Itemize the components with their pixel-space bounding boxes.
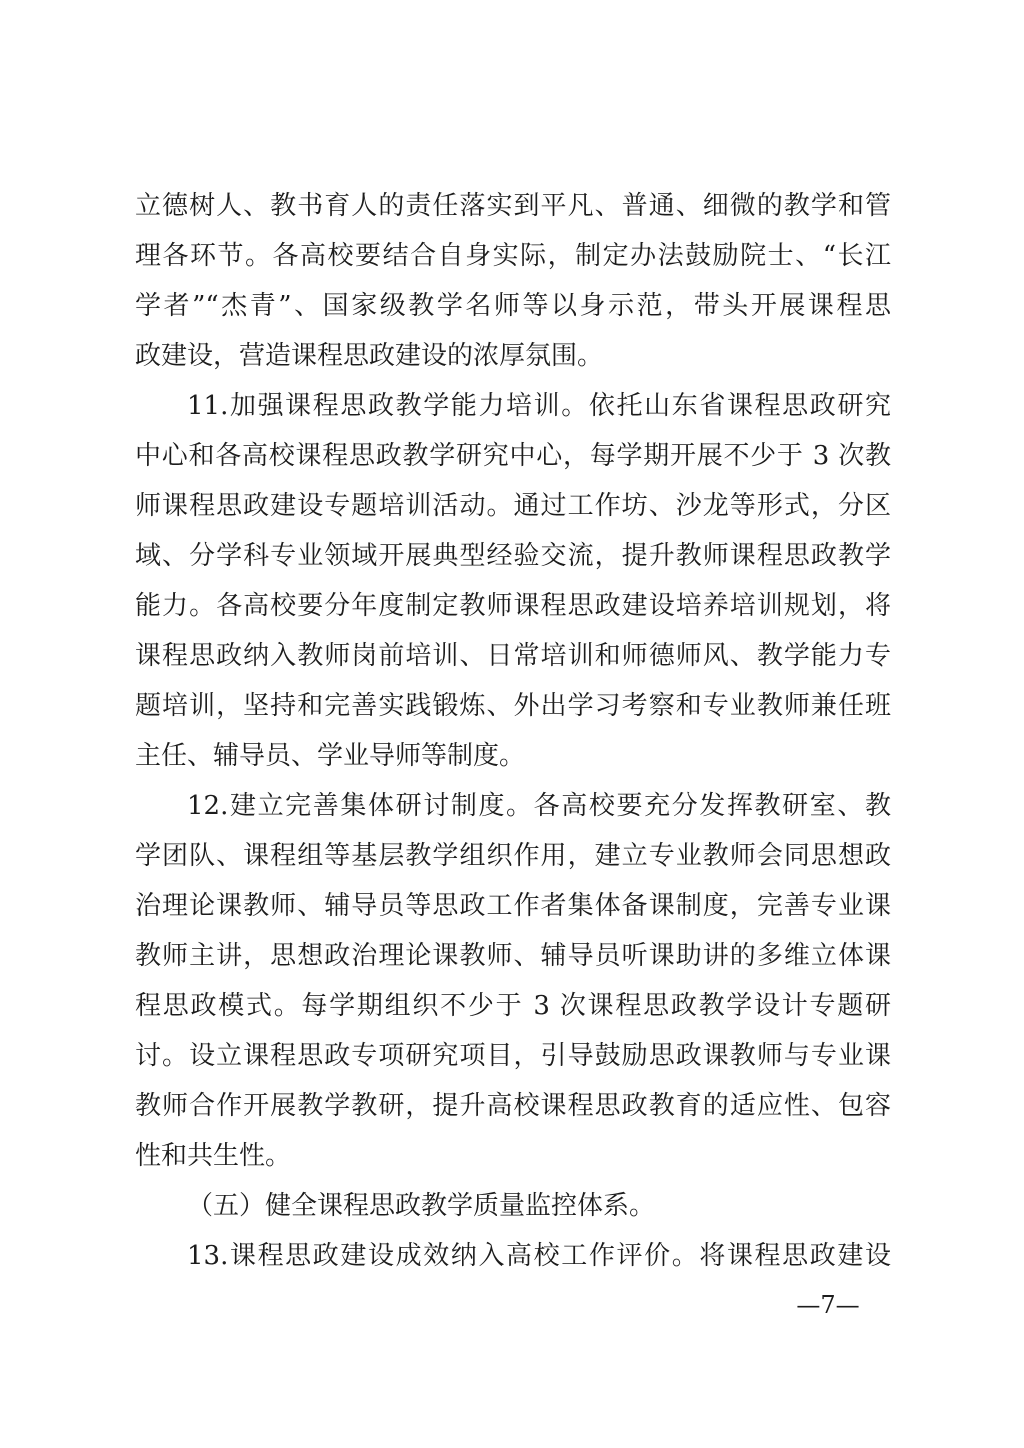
paragraph-continued <box>135 181 891 381</box>
text-line: 11.加强课程思政教学能力培训。依托山东省课程思政研究 <box>187 391 891 421</box>
text-line: 12.建立完善集体研讨制度。各高校要充分发挥教研室、教 <box>187 791 891 821</box>
text-line: 中心和各高校课程思政教学研究中心，每学期开展不少于 3 次教 <box>135 441 891 471</box>
text-line: 理各环节。各高校要结合自身实际，制定办法鼓励院士、“长江 <box>135 241 891 271</box>
paragraph-item-11 <box>135 381 891 781</box>
text-line: 师课程思政建设专题培训活动。通过工作坊、沙龙等形式，分区 <box>135 491 891 521</box>
text-line: 学者”“杰青”、国家级教学名师等以身示范，带头开展课程思 <box>135 291 891 321</box>
text-line: 讨。设立课程思政专项研究项目，引导鼓励思政课教师与专业课 <box>135 1041 891 1071</box>
page-number: —7— <box>796 1291 860 1319</box>
body-text <box>135 181 891 1281</box>
section-heading: （五）健全课程思政教学质量监控体系。 <box>187 1191 656 1221</box>
text-line: 域、分学科专业领域开展典型经验交流，提升教师课程思政教学 <box>135 541 891 571</box>
text-line: 13.课程思政建设成效纳入高校工作评价。将课程思政建设 <box>187 1241 891 1271</box>
text-line: 立德树人、教书育人的责任落实到平凡、普通、细微的教学和管 <box>135 191 891 221</box>
paragraph-item-13 <box>135 1231 891 1281</box>
text-line: 性和共生性。 <box>135 1141 292 1171</box>
section-heading-5 <box>135 1181 891 1231</box>
text-line: 政建设，营造课程思政建设的浓厚氛围。 <box>135 341 604 371</box>
text-line: 课程思政纳入教师岗前培训、日常培训和师德师风、教学能力专 <box>135 641 891 671</box>
text-line: 程思政模式。每学期组织不少于 3 次课程思政教学设计专题研 <box>135 991 891 1021</box>
text-line: 治理论课教师、辅导员等思政工作者集体备课制度，完善专业课 <box>135 891 891 921</box>
text-line: 主任、辅导员、学业导师等制度。 <box>135 741 526 771</box>
text-line: 教师主讲，思想政治理论课教师、辅导员听课助讲的多维立体课 <box>135 941 891 971</box>
text-line: 题培训，坚持和完善实践锻炼、外出学习考察和专业教师兼任班 <box>135 691 891 721</box>
text-line: 教师合作开展教学教研，提升高校课程思政教育的适应性、包容 <box>135 1091 891 1121</box>
text-line: 学团队、课程组等基层教学组织作用，建立专业教师会同思想政 <box>135 841 891 871</box>
paragraph-item-12 <box>135 781 891 1181</box>
text-line: 能力。各高校要分年度制定教师课程思政建设培养培训规划，将 <box>135 591 891 621</box>
